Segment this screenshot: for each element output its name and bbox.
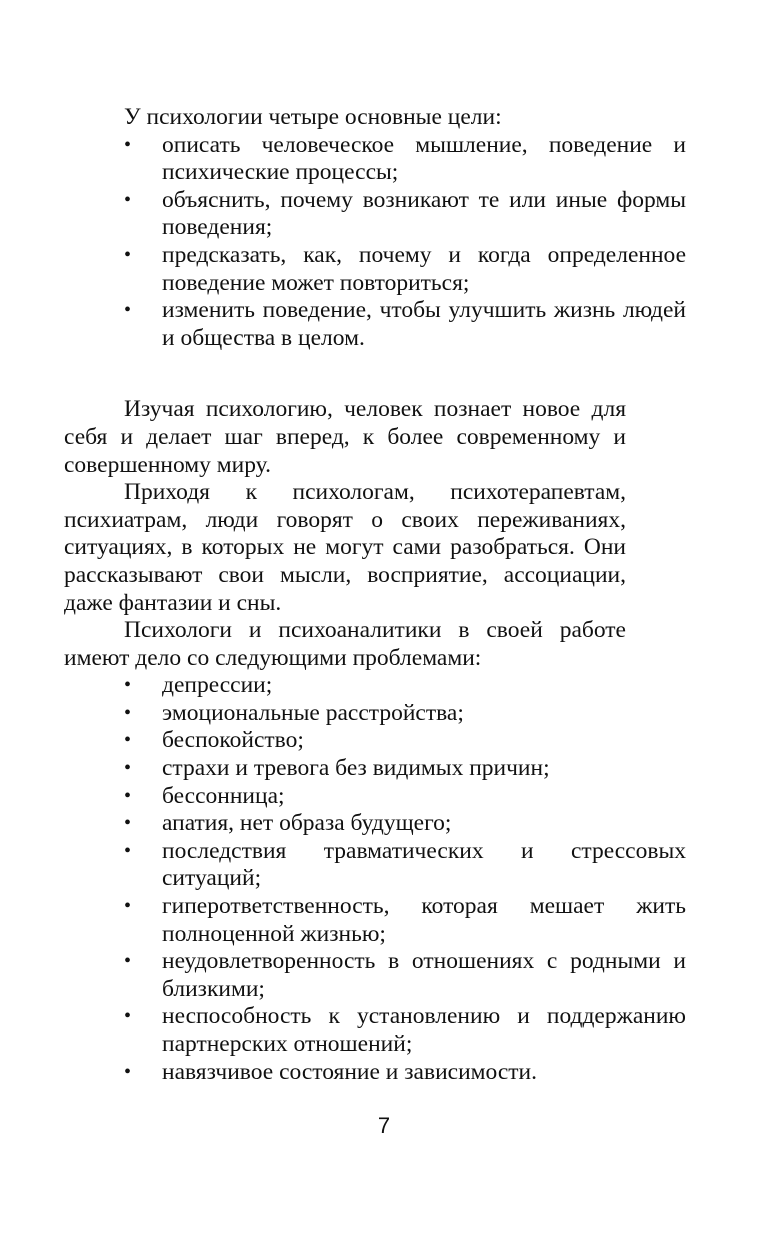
list-item-text: объяснить, почему возникают те или иные формы поведения; (162, 186, 686, 241)
bullet-icon: • (124, 1060, 132, 1083)
list-item-text: гиперответственность, которая мешает жить полноценной жизнью; (162, 893, 686, 947)
bullet-icon: • (124, 243, 132, 266)
paragraph: Изучая психологию, человек познает новое для себя и делает шаг вперед, к более современному и совершенному миру. (64, 396, 626, 478)
body-text (64, 396, 626, 672)
page-number: 7 (377, 1113, 391, 1138)
bullet-icon: • (124, 701, 132, 724)
bullet-icon: • (124, 729, 132, 752)
bullet-icon: • (124, 784, 132, 807)
list-item-text: изменить поведение, чтобы улучшить жизнь людей и общества в целом. (162, 297, 686, 351)
list-item-text: неудовлетворенность в отношениях с родными и близкими; (162, 948, 686, 1002)
list-item (124, 700, 686, 728)
problems-list (124, 672, 686, 1086)
list-item-text: неспособность к установлению и поддержанию партнерских отношений; (162, 1003, 686, 1057)
bullet-icon: • (124, 133, 132, 156)
paragraph: Психологи и психоаналитики в своей работе имеют дело со следующими проблемами: (64, 617, 626, 671)
list-item (124, 132, 686, 187)
list-item (124, 1003, 686, 1058)
list-item (124, 1059, 686, 1087)
list-item (124, 727, 686, 755)
page-content (64, 104, 686, 1086)
list-item-text: описать человеческое мышление, поведение и психические процессы; (162, 131, 686, 186)
list-item-text: предсказать, как, почему и когда определенное поведение может повториться; (162, 241, 686, 296)
paragraph: Приходя к психологам, психотерапевтам, психиатрам, люди говорят о своих переживаниях, ситуациях, в которых не могут сами разобраться. Они рассказывают свои мысли, восприятие, ассоциации, даже фантазии и сны. (64, 479, 626, 616)
section-spacer (124, 352, 686, 396)
list-item-text: последствия травматических и стрессовых ситуаций; (162, 837, 686, 892)
list-item (124, 755, 686, 783)
bullet-icon: • (124, 757, 132, 780)
bullet-icon: • (124, 812, 132, 835)
list-item-text: апатия, нет образа будущего; (162, 810, 452, 837)
bullet-icon: • (124, 674, 132, 697)
list-item (124, 297, 686, 352)
list-item (124, 187, 686, 242)
list-item-text: навязчивое состояние и зависимости. (162, 1058, 538, 1085)
list-item (124, 948, 686, 1003)
bullet-icon: • (124, 1005, 132, 1028)
bullet-icon: • (124, 950, 132, 973)
list-item (124, 783, 686, 811)
list-item (124, 810, 686, 838)
list-item-text: беспокойство; (162, 727, 304, 754)
list-item-text: депрессии; (162, 672, 273, 699)
list-item-text: бессонница; (162, 782, 285, 809)
list-item (124, 838, 686, 893)
bullet-icon: • (124, 895, 132, 918)
list-item (124, 242, 686, 297)
bullet-icon: • (124, 299, 132, 322)
list-item (124, 893, 686, 948)
goals-list (124, 132, 686, 353)
bullet-icon: • (124, 839, 132, 862)
list-item (124, 672, 686, 700)
list-item-text: страхи и тревога без видимых причин; (162, 755, 550, 782)
list-item-text: эмоциональные расстройства; (162, 699, 464, 726)
goals-intro: У психологии четыре основные цели: (124, 104, 502, 130)
bullet-icon: • (124, 188, 132, 211)
